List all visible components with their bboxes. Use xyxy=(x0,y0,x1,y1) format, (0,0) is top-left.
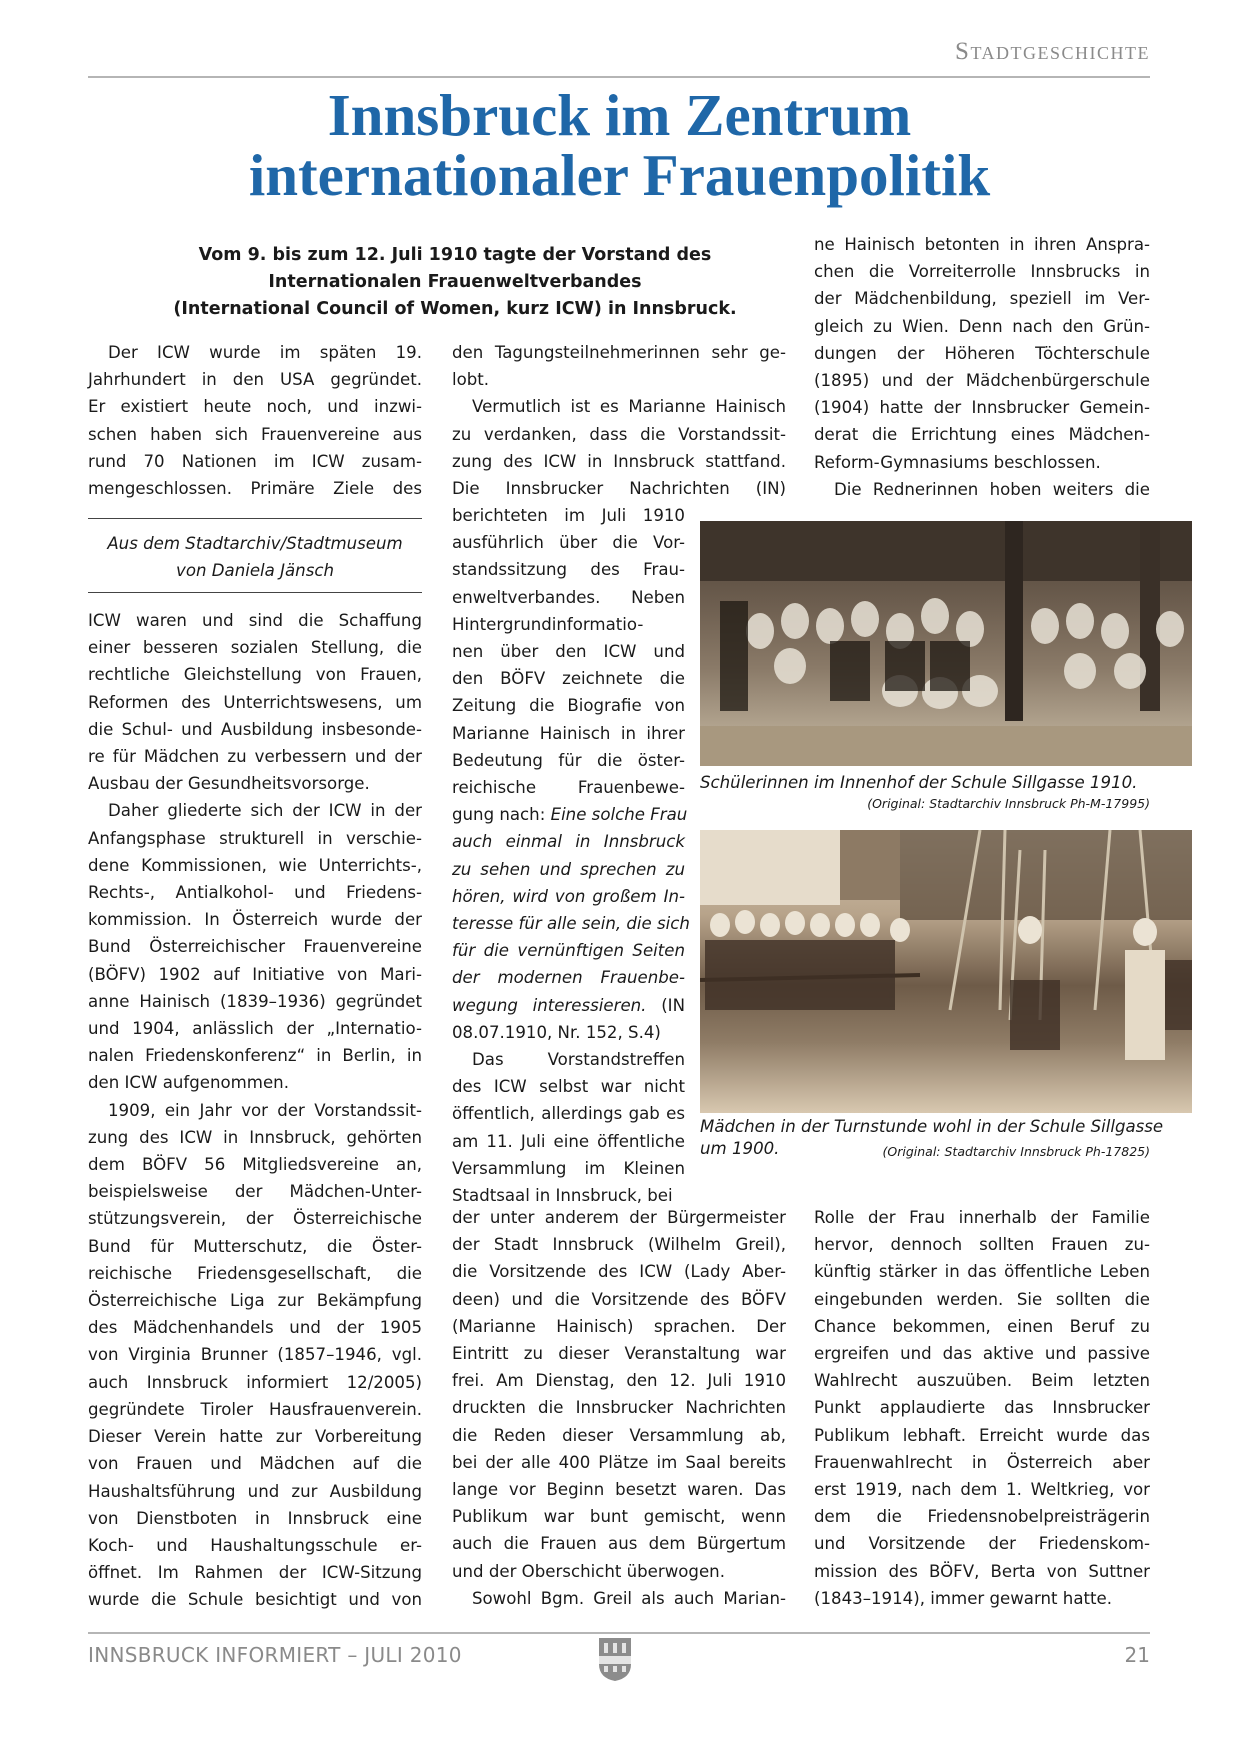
text-line: enweltverbandes. Neben xyxy=(452,587,685,607)
text-line: mission des BÖFV, Berta von Suttner xyxy=(814,1561,1150,1581)
text-line: Die Rednerinnen hoben weiters die xyxy=(834,479,1150,499)
text-line: (BÖFV) 1902 auf Initiative von Mari- xyxy=(88,964,422,984)
text-line: (Marianne Hainisch) sprachen. Der xyxy=(452,1316,786,1336)
text-line: einer besseren sozialen Stellung, die xyxy=(88,638,422,658)
text-line: frei. Am Dienstag, den 12. Juli 1910 xyxy=(452,1371,786,1391)
quote-segment: wegung interessieren. xyxy=(452,995,647,1015)
text-line: von Frauen und Mädchen auf die xyxy=(88,1454,422,1474)
text-line: Wahlrecht auszuüben. Beim letzten xyxy=(814,1371,1150,1391)
text-line: derat die Errichtung eines Mädchen- xyxy=(814,425,1150,445)
text-line: am 11. Juli eine öffentliche xyxy=(452,1131,685,1151)
text-line: 08.07.1910, Nr. 152, S.4) xyxy=(452,1022,661,1042)
text-line: lange vor Beginn besetzt waren. Das xyxy=(452,1480,786,1500)
text-line: lobt. xyxy=(452,370,490,390)
text-line: der Stadt Innsbruck (Wilhelm Greil), xyxy=(452,1235,786,1255)
text-line: zu verdanken, dass die Vorstandssit- xyxy=(452,424,786,444)
text-line: des Mädchenhandels und der 1905 xyxy=(88,1318,422,1338)
text-line: eingebunden werden. Sie sollten die xyxy=(814,1289,1150,1309)
title-line-2: internationaler Frauenpolitik xyxy=(248,142,991,208)
text-line xyxy=(452,992,685,1019)
text-line: Die Innsbrucker Nachrichten (IN) xyxy=(452,479,786,499)
text-line: wurde die Schule besichtigt und von xyxy=(88,1590,422,1610)
text-line: Publikum lebhaft. Erreicht wurde das xyxy=(814,1425,1150,1445)
column-1-bottom xyxy=(88,607,422,1614)
text-line: die Schul- und Ausbildung insbesonde- xyxy=(88,719,422,739)
text-line: Chance bekommen, einen Beruf zu xyxy=(814,1316,1150,1336)
text-line: ausführlich über die Vor- xyxy=(452,533,685,553)
quote-line: auch einmal in Innsbruck xyxy=(452,832,685,852)
text-line: Bund Österreichischer Frauenvereine xyxy=(88,937,422,957)
text-line: reichische Frauenbewe- xyxy=(452,778,685,798)
text-line: nen über den ICW und xyxy=(452,642,685,662)
column-3-bottom xyxy=(814,1204,1150,1612)
text-line: Sowohl Bgm. Greil als auch Marian- xyxy=(472,1588,786,1608)
text-line: (1895) und der Mädchenbürgerschule xyxy=(814,371,1150,391)
text-segment: (IN xyxy=(646,995,685,1015)
text-line: Hintergrundinformatio- xyxy=(452,614,644,634)
text-line: ne Hainisch betonten in ihren Anspra- xyxy=(814,235,1150,254)
text-line: 1909, ein Jahr vor der Vorstandssit- xyxy=(108,1100,422,1120)
text-line: Stadtsaal in Innsbruck, bei xyxy=(452,1186,673,1206)
text-line: Bund für Mutterschutz, die Öster- xyxy=(88,1236,422,1256)
text-line: des ICW selbst war nicht xyxy=(452,1077,685,1097)
gymnastics-photo-illustration xyxy=(700,830,1192,1113)
text-line: Das Vorstandstreffen xyxy=(472,1050,685,1070)
text-line: Bedeutung für die öster- xyxy=(452,750,685,770)
text-line: zung des ICW in Innsbruck stattfand. xyxy=(452,451,786,471)
title-line-1: Innsbruck im Zentrum xyxy=(327,82,912,148)
text-line: und der Oberschicht überwogen. xyxy=(452,1561,725,1581)
figure-1-credit: (Original: Stadtarchiv Innsbruck Ph-M-17995) xyxy=(867,796,1150,811)
section-label: Stadtgeschichte xyxy=(955,38,1150,65)
text-line: auch die Frauen aus dem Bürgertum xyxy=(452,1534,786,1554)
figure-2-credit: (Original: Stadtarchiv Innsbruck Ph-17825) xyxy=(882,1144,1150,1159)
text-line: bei der alle 400 Plätze im Saal bereits xyxy=(452,1452,786,1472)
byline-rule-top xyxy=(88,518,422,519)
text-line: nalen Friedenskonferenz“ in Berlin, in xyxy=(88,1046,422,1066)
text-line: den ICW aufgenommen. xyxy=(88,1073,289,1093)
text-line: ergreifen und das aktive und passive xyxy=(814,1344,1150,1364)
header-rule xyxy=(88,76,1150,78)
text-line: Reform-Gymnasiums beschlossen. xyxy=(814,452,1101,472)
text-line: Dieser Verein hatte zur Vorbereitung xyxy=(88,1427,422,1447)
text-line: gegründete Tiroler Hausfrauenverein. xyxy=(88,1399,422,1419)
text-line: die Reden dieser Versammlung ab, xyxy=(452,1425,786,1445)
text-line: Er existiert heute noch, und inzwi- xyxy=(88,397,422,417)
byline-author: von Daniela Jänsch xyxy=(176,561,334,580)
text-line: Publikum war bunt gemischt, wenn xyxy=(452,1507,786,1527)
text-line: deen) und die Vorsitzende des BÖFV xyxy=(452,1289,786,1309)
text-line: Ausbau der Gesundheitsvorsorge. xyxy=(88,774,370,794)
text-line: Österreichische Liga zur Bekämpfung xyxy=(88,1291,422,1311)
byline xyxy=(88,530,422,584)
text-line: dem die Friedensnobelpreisträgerin xyxy=(814,1507,1150,1527)
text-line: (1843–1914), immer gewarnt hatte. xyxy=(814,1588,1112,1608)
text-line: Rolle der Frau innerhalb der Familie xyxy=(814,1208,1150,1227)
text-line: Jahrhundert in den USA gegründet. xyxy=(88,370,422,390)
text-line: auch Innsbruck informiert 12/2005) xyxy=(88,1372,422,1392)
column-2-narrow xyxy=(452,502,690,1209)
text-line: beispielsweise der Mädchen-Unter- xyxy=(88,1182,422,1202)
group-photo-illustration xyxy=(700,521,1192,766)
caption-line: um 1900. xyxy=(700,1139,780,1158)
page-number: 21 xyxy=(1124,1643,1150,1667)
text-line: Rechts-, Antialkohol- und Friedens- xyxy=(88,883,422,903)
text-line: öffentlich, allerdings gab es xyxy=(452,1104,685,1124)
text-line: hervor, dennoch sollten Frauen zu- xyxy=(814,1235,1150,1255)
text-line: dem BÖFV 56 Mitgliedsvereine an, xyxy=(88,1155,422,1175)
text-line: dungen der Höheren Töchterschule xyxy=(814,343,1150,363)
text-line: Versammlung im Kleinen xyxy=(452,1158,685,1178)
article-lead xyxy=(140,242,770,323)
text-line: Zeitung die Biografie von xyxy=(452,696,685,716)
caption-line: Mädchen in der Turnstunde wohl in der Schule Sillgasse xyxy=(700,1117,1164,1136)
quote-segment: Eine solche Frau xyxy=(550,805,688,825)
figure-1-caption: Schülerinnen im Innenhof der Schule Sillgasse 1910. xyxy=(700,773,1138,792)
column-2-bottom xyxy=(452,1204,786,1612)
text-line: kommission. In Österreich wurde der xyxy=(88,910,422,930)
quote-line: teresse für alle sein, die sich xyxy=(452,914,690,934)
text-line: künftig stärker in das öffentliche Leben xyxy=(814,1262,1150,1282)
text-line: rund 70 Nationen im ICW zusam- xyxy=(88,451,422,471)
text-line: Daher gliederte sich der ICW in der xyxy=(108,801,422,821)
text-line: erst 1919, nach dem 1. Weltkrieg, vor xyxy=(814,1480,1150,1500)
text-line: dene Kommissionen, wie Unterrichts-, xyxy=(88,855,422,875)
text-line: Eintritt zu dieser Veranstaltung war xyxy=(452,1344,786,1364)
text-line: standssitzung des Frau- xyxy=(452,560,685,580)
text-line: berichteten im Juli 1910 xyxy=(452,506,685,525)
text-line: Vermutlich ist es Marianne Hainisch xyxy=(472,397,786,417)
quote-line: zu sehen und sprechen zu xyxy=(452,859,685,879)
column-3-top xyxy=(814,231,1150,503)
column-2-top xyxy=(452,339,786,502)
text-line: von Dienstboten in Innsbruck eine xyxy=(88,1508,422,1528)
article-title xyxy=(90,82,1149,208)
quote-line: hören, wird von großem In- xyxy=(452,886,685,906)
text-line: mengeschlossen. Primäre Ziele des xyxy=(88,479,422,499)
quote-line: für die vernünftigen Seiten xyxy=(452,941,685,961)
text-line: und Vorsitzende der Friedenskom- xyxy=(814,1534,1150,1554)
text-line: stützungsverein, der Österreichische xyxy=(88,1209,422,1229)
text-line: gleich zu Wien. Denn nach den Grün- xyxy=(814,316,1150,336)
text-line: Koch- und Haushaltungsschule er- xyxy=(88,1535,422,1555)
text-line: rechtliche Gleichstellung von Frauen, xyxy=(88,665,422,685)
footer-rule xyxy=(88,1632,1150,1634)
text-line: die Vorsitzende des ICW (Lady Aber- xyxy=(452,1262,786,1282)
text-line: anne Hainisch (1839–1936) gegründet xyxy=(88,991,422,1011)
text-line: (1904) hatte der Innsbrucker Gemein- xyxy=(814,398,1150,418)
byline-rule-bottom xyxy=(88,592,422,593)
text-line: druckten die Innsbrucker Nachrichten xyxy=(452,1398,786,1418)
text-line: zung des ICW in Innsbruck, gehörten xyxy=(88,1127,422,1147)
lead-line: Internationalen Frauenweltverbandes xyxy=(268,272,642,292)
text-line xyxy=(452,801,688,828)
text-line: öffnet. Im Rahmen der ICW-Sitzung xyxy=(88,1563,422,1583)
text-line: Der ICW wurde im späten 19. xyxy=(108,343,422,362)
text-line: von Virginia Brunner (1857–1946, vgl. xyxy=(88,1345,422,1365)
text-line: chen die Vorreiterrolle Innsbrucks in xyxy=(814,262,1150,282)
text-line: und 1904, anlässlich der „Internatio- xyxy=(88,1019,422,1039)
text-line: Marianne Hainisch in ihrer xyxy=(452,723,685,743)
text-line: Punkt applaudierte das Innsbrucker xyxy=(814,1398,1150,1418)
lead-line: (International Council of Women, kurz ICW) in Innsbruck. xyxy=(173,299,737,319)
lead-line: Vom 9. bis zum 12. Juli 1910 tagte der Vorstand des xyxy=(198,245,712,265)
column-1-top xyxy=(88,339,422,502)
text-line: der Mädchenbildung, speziell im Ver- xyxy=(814,289,1150,309)
text-line: Frauenwahlrecht in Österreich aber xyxy=(814,1452,1150,1472)
photo-schoolgirls-courtyard xyxy=(700,521,1192,766)
text-line: der unter anderem der Bürgermeister xyxy=(452,1208,786,1227)
photo-gymnastics-lesson xyxy=(700,830,1192,1113)
quote-line: der modernen Frauenbe- xyxy=(452,968,685,988)
city-crest-icon xyxy=(597,1636,633,1682)
text-segment: gung nach: xyxy=(452,805,551,825)
byline-source: Aus dem Stadtarchiv/Stadtmuseum xyxy=(107,534,403,553)
text-line: den Tagungsteilnehmerinnen sehr ge- xyxy=(452,343,786,362)
text-line: Reformen des Unterrichtswesens, um xyxy=(88,692,422,712)
text-line: ICW waren und sind die Schaffung xyxy=(88,611,422,630)
text-line: den BÖFV zeichnete die xyxy=(452,669,685,689)
text-line: re für Mädchen zu verbessern und der xyxy=(88,747,422,767)
text-line: Anfangsphase strukturell in verschie- xyxy=(88,828,422,848)
text-line: reichische Friedensgesellschaft, die xyxy=(88,1263,422,1283)
text-line: schen haben sich Frauenvereine aus xyxy=(88,424,422,444)
text-line: Haushaltsführung und zur Ausbildung xyxy=(88,1481,422,1501)
publication-name: INNSBRUCK INFORMIERT – JULI 2010 xyxy=(88,1643,462,1667)
